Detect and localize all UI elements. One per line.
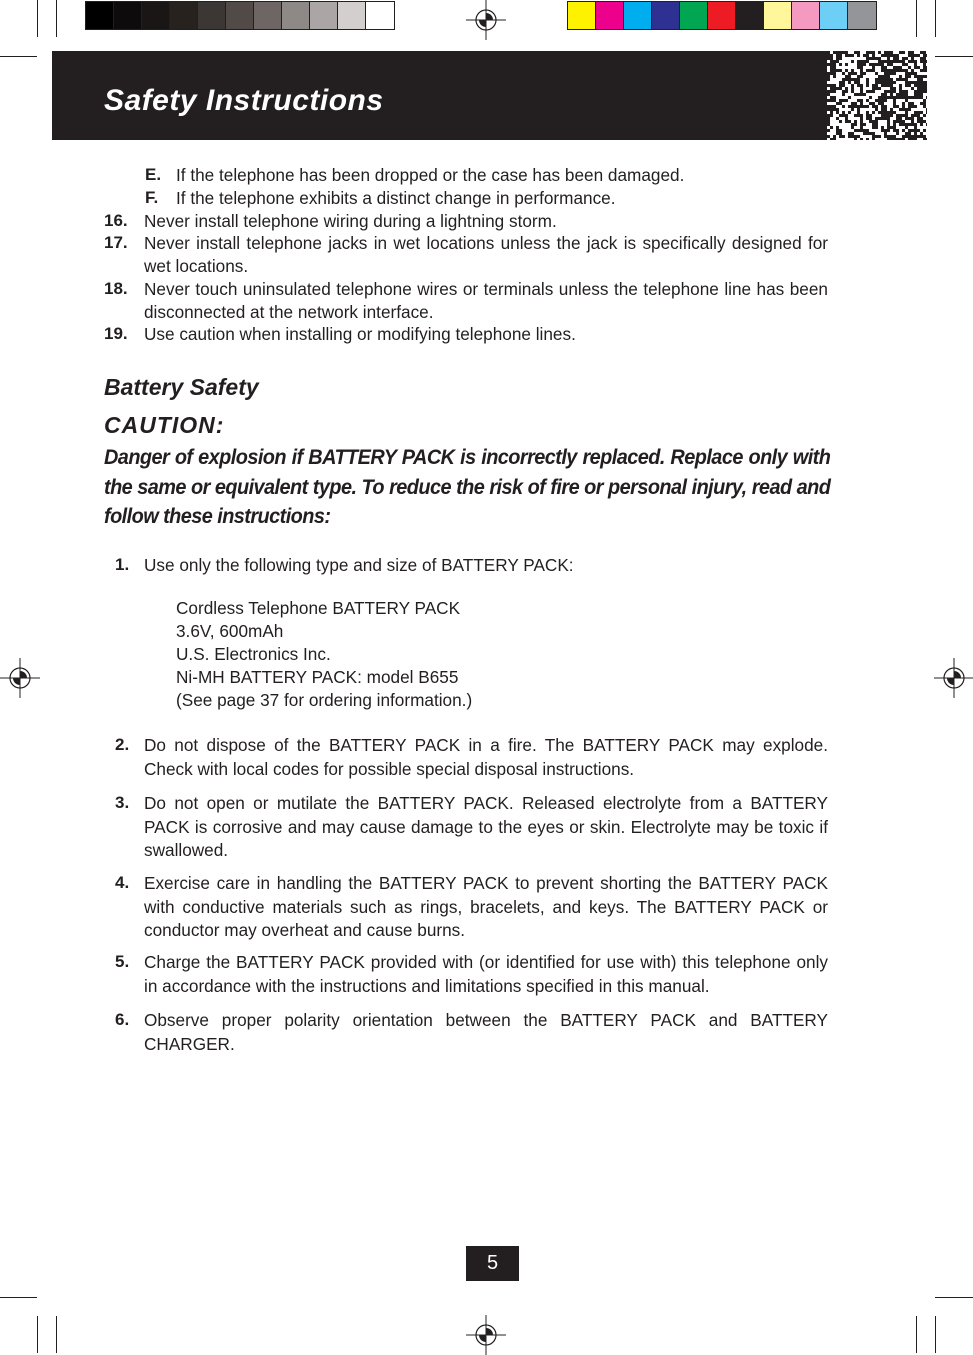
registration-target-icon <box>934 658 973 698</box>
decorative-pattern <box>827 51 927 140</box>
list-item: Never install telephone jacks in wet locations unless the jack is specifically designed for wet locations. <box>144 233 828 276</box>
list-item: If the telephone exhibits a distinct change in performance. <box>176 188 616 208</box>
color-swatch <box>198 2 226 29</box>
color-swatch <box>86 2 114 29</box>
color-swatch <box>142 2 170 29</box>
color-swatch <box>366 2 394 29</box>
crop-mark <box>935 1316 936 1353</box>
section-heading: Battery Safety <box>104 374 259 400</box>
color-swatch <box>310 2 338 29</box>
color-swatch <box>338 2 366 29</box>
list-item: Use caution when installing or modifying telephone lines. <box>144 324 576 344</box>
list-item: Do not dispose of the BATTERY PACK in a fire. The BATTERY PACK may explode. Check with local codes for possible special disposal instructions. <box>144 735 828 779</box>
color-swatch <box>170 2 198 29</box>
list-item: Observe proper polarity orientation between the BATTERY PACK and BATTERY CHARGER. <box>144 1010 828 1054</box>
crop-mark <box>37 0 38 37</box>
spec-line: U.S. Electronics Inc. <box>176 644 331 664</box>
list-item: Never touch uninsulated telephone wires or terminals unless the telephone line has been disconnected at the network interface. <box>144 279 828 322</box>
crop-mark <box>935 0 936 37</box>
list-marker: 2. <box>115 735 130 754</box>
color-swatch <box>596 2 624 29</box>
color-calibration-bar <box>567 1 877 30</box>
caution-text: Danger of explosion if BATTERY PACK is incorrectly replaced. Replace only with the same or equivalent type. To reduce the risk of fire or personal injury, read and follow these instructions: <box>104 445 831 528</box>
color-swatch <box>282 2 310 29</box>
color-swatch <box>764 2 792 29</box>
list-marker: 1. <box>115 555 130 574</box>
registration-target-icon <box>466 0 506 40</box>
color-swatch <box>848 2 876 29</box>
color-swatch <box>820 2 848 29</box>
spec-line: Ni-MH BATTERY PACK: model B655 <box>176 667 459 687</box>
spec-line: (See page 37 for ordering information.) <box>176 690 473 710</box>
crop-mark <box>916 0 917 37</box>
list-marker: 5. <box>115 952 130 971</box>
list-item: Use only the following type and size of BATTERY PACK: <box>144 555 574 575</box>
list-marker: 4. <box>115 873 130 892</box>
color-swatch <box>568 2 596 29</box>
color-swatch <box>652 2 680 29</box>
registration-target-icon <box>466 1315 506 1355</box>
list-marker: 18. <box>104 279 128 298</box>
list-item: Never install telephone wiring during a lightning storm. <box>144 211 557 231</box>
page-number: 5 <box>466 1246 519 1281</box>
crop-mark <box>56 1316 57 1353</box>
crop-mark <box>0 1297 37 1298</box>
crop-mark <box>916 1316 917 1353</box>
list-marker: 17. <box>104 233 128 252</box>
registration-target-icon <box>0 658 40 698</box>
color-swatch <box>254 2 282 29</box>
spec-line: Cordless Telephone BATTERY PACK <box>176 598 461 618</box>
spec-line: 3.6V, 600mAh <box>176 621 284 641</box>
color-swatch <box>114 2 142 29</box>
list-item: If the telephone has been dropped or the case has been damaged. <box>176 165 685 185</box>
color-swatch <box>624 2 652 29</box>
list-marker: 6. <box>115 1010 130 1029</box>
list-marker: 16. <box>104 211 128 230</box>
list-item: Exercise care in handling the BATTERY PACK to prevent shorting the BATTERY PACK with conductive materials such as rings, bracelets, and keys. The BATTERY PACK or conductor may overheat and cause burns. <box>144 873 828 940</box>
crop-mark <box>935 56 973 57</box>
list-marker: F. <box>145 188 159 207</box>
color-swatch <box>792 2 820 29</box>
crop-mark <box>935 1297 973 1298</box>
color-swatch <box>680 2 708 29</box>
crop-mark <box>37 1316 38 1353</box>
page-title: Safety Instructions <box>104 84 384 117</box>
gray-calibration-bar <box>85 1 395 30</box>
crop-mark <box>56 0 57 37</box>
color-swatch <box>226 2 254 29</box>
list-marker: E. <box>145 165 162 184</box>
color-swatch <box>736 2 764 29</box>
crop-mark <box>0 56 37 57</box>
list-item: Do not open or mutilate the BATTERY PACK. Released electrolyte from a BATTERY PACK is corrosive and may cause damage to the eyes or skin. Electrolyte may be toxic if swallowed. <box>144 793 828 860</box>
list-marker: 3. <box>115 793 130 812</box>
list-item: Charge the BATTERY PACK provided with (or identified for use with) this telephone only in accordance with the instructions and limitations specified in this manual. <box>144 952 828 996</box>
list-marker: 19. <box>104 324 128 343</box>
color-swatch <box>708 2 736 29</box>
caution-label: CAUTION: <box>104 412 225 438</box>
